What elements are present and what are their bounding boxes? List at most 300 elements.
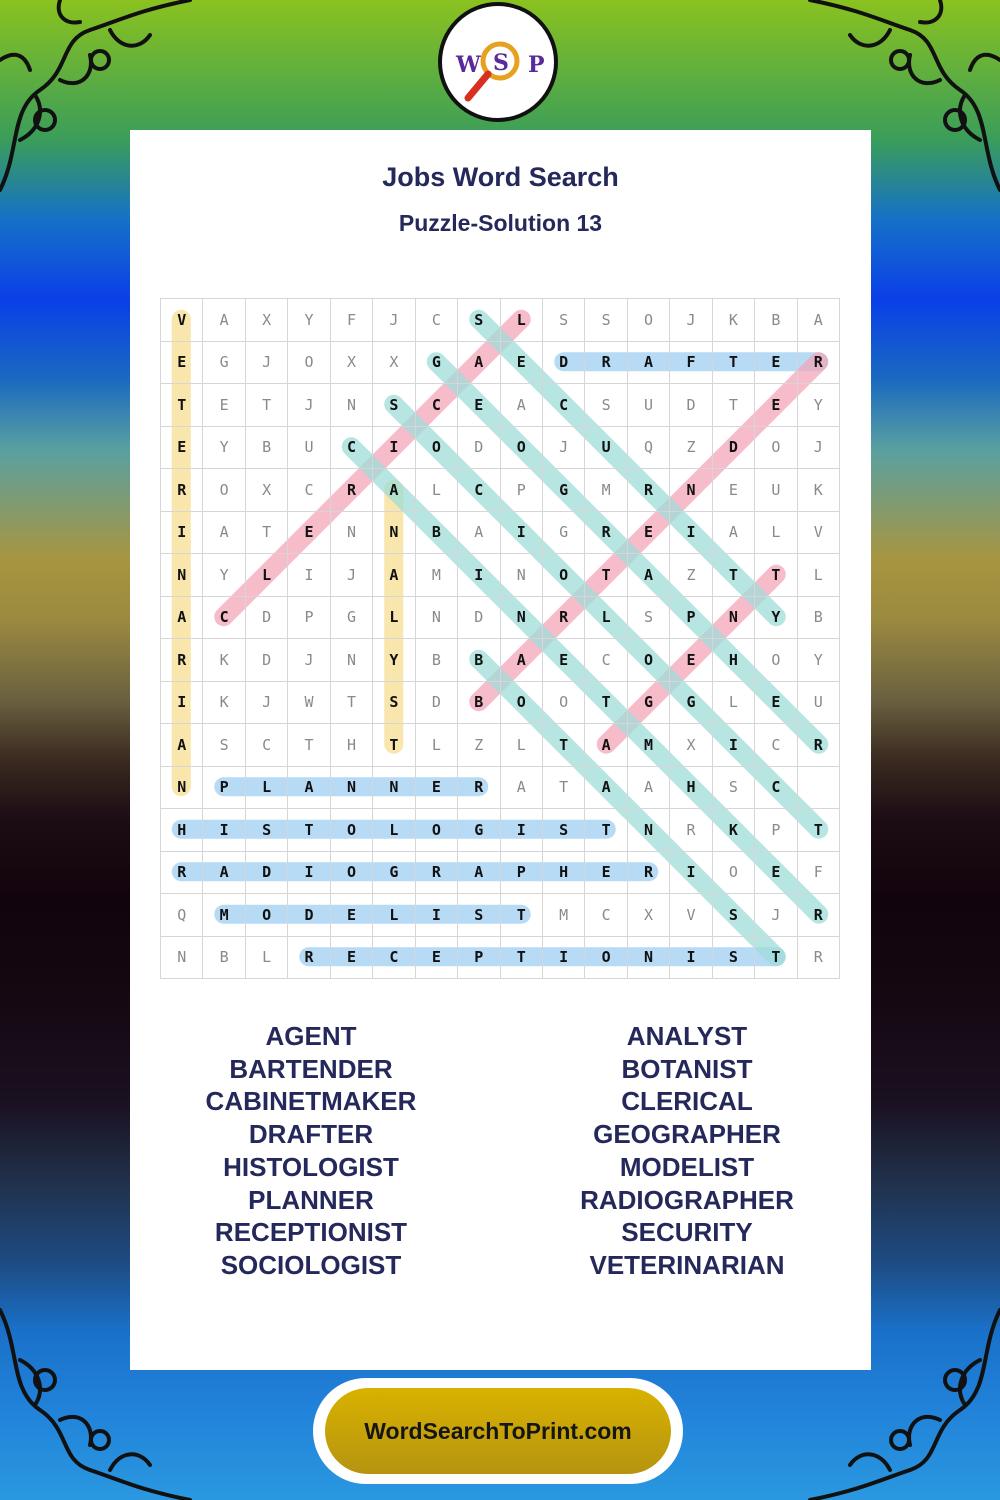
grid-cell: C (373, 936, 415, 979)
grid-cell: Z (670, 554, 712, 597)
grid-cell: B (245, 426, 287, 469)
grid-cell: G (330, 596, 372, 639)
grid-cell: N (627, 809, 669, 852)
grid-cell: I (373, 426, 415, 469)
grid-cell: S (458, 299, 500, 342)
grid-cell: G (670, 681, 712, 724)
grid-cell: D (415, 681, 457, 724)
grid-cell: A (373, 554, 415, 597)
word-list-item: PLANNER (248, 1184, 374, 1215)
word-list-item: AGENT (265, 1021, 357, 1051)
grid-cell: R (797, 936, 839, 979)
grid-cell: Z (458, 724, 500, 767)
logo-letter-s: S (493, 50, 509, 76)
footer-site-link[interactable]: WordSearchToPrint.com (325, 1388, 671, 1474)
grid-cell: V (670, 894, 712, 937)
word-list-item: GEOGRAPHER (593, 1119, 781, 1150)
grid-cell: P (500, 851, 542, 894)
grid-cell: O (500, 426, 542, 469)
grid-cell: A (585, 766, 627, 809)
grid-cell: U (797, 681, 839, 724)
grid-cell: L (585, 596, 627, 639)
grid-cell: B (415, 639, 457, 682)
grid-cell: L (373, 894, 415, 937)
grid-cell: X (627, 894, 669, 937)
grid-cell: C (458, 469, 500, 512)
grid-cell: O (542, 554, 584, 597)
word-list-item: ANALYST (626, 1021, 748, 1051)
grid-cell: E (203, 384, 245, 427)
grid-cell: L (755, 511, 797, 554)
site-logo[interactable] (438, 2, 558, 122)
grid-cell: L (500, 724, 542, 767)
grid-cell: O (288, 341, 330, 384)
grid-cell: Y (797, 639, 839, 682)
grid-cell: C (415, 384, 457, 427)
grid-cell: N (627, 936, 669, 979)
grid-cell: E (755, 851, 797, 894)
grid-cell: N (330, 384, 372, 427)
grid-cell: X (670, 724, 712, 767)
grid-row (161, 299, 840, 342)
grid-cell: S (458, 894, 500, 937)
word-list-right (502, 1020, 872, 1282)
grid-cell: O (712, 851, 754, 894)
grid-cell: A (500, 766, 542, 809)
grid-cell: G (415, 341, 457, 384)
grid-cell: A (627, 341, 669, 384)
grid-row (161, 724, 840, 767)
grid-cell: O (330, 809, 372, 852)
grid-cell: U (288, 426, 330, 469)
grid-cell: O (500, 681, 542, 724)
grid-cell: E (161, 426, 203, 469)
grid-cell: R (542, 596, 584, 639)
logo-letter-w: W (456, 52, 481, 78)
grid-cell: N (161, 936, 203, 979)
grid-cell: B (458, 681, 500, 724)
grid-cell: T (712, 384, 754, 427)
grid-cell: T (373, 724, 415, 767)
grid-cell: L (373, 809, 415, 852)
grid-cell: E (415, 766, 457, 809)
grid-cell: R (797, 341, 839, 384)
grid-cell: R (161, 469, 203, 512)
grid-cell: D (288, 894, 330, 937)
grid-cell: I (161, 511, 203, 554)
grid-cell: T (585, 681, 627, 724)
grid-cell: H (161, 809, 203, 852)
grid-row (161, 341, 840, 384)
grid-row (161, 681, 840, 724)
grid-cell: S (712, 894, 754, 937)
grid-cell: C (542, 384, 584, 427)
grid-cell: E (627, 511, 669, 554)
grid-cell: R (797, 724, 839, 767)
grid-cell: Y (755, 596, 797, 639)
grid-cell: E (755, 384, 797, 427)
grid-cell: G (627, 681, 669, 724)
grid-cell: L (373, 596, 415, 639)
grid-cell: Y (373, 639, 415, 682)
grid-cell: Y (203, 554, 245, 597)
grid-cell: A (627, 766, 669, 809)
grid-cell: D (670, 384, 712, 427)
grid-cell: O (585, 936, 627, 979)
grid-cell: D (712, 426, 754, 469)
grid-cell: L (712, 681, 754, 724)
grid-cell: J (542, 426, 584, 469)
grid-cell: Y (203, 426, 245, 469)
grid-cell: T (245, 511, 287, 554)
grid-cell: N (373, 766, 415, 809)
grid-cell: A (161, 724, 203, 767)
grid-cell: F (797, 851, 839, 894)
grid-cell: A (203, 299, 245, 342)
grid-cell: O (542, 681, 584, 724)
grid-cell: T (500, 894, 542, 937)
grid-row (161, 426, 840, 469)
grid-cell: E (542, 639, 584, 682)
grid-cell: J (288, 384, 330, 427)
grid-row (161, 511, 840, 554)
grid-cell: D (542, 341, 584, 384)
grid-cell: T (542, 724, 584, 767)
word-list-item: SOCIOLOGIST (220, 1249, 402, 1280)
grid-cell: T (755, 936, 797, 979)
grid-cell: N (415, 596, 457, 639)
grid-cell: S (542, 809, 584, 852)
grid-cell: A (203, 511, 245, 554)
grid-cell: K (797, 469, 839, 512)
word-list-item: BOTANIST (621, 1053, 753, 1084)
grid-cell: I (288, 554, 330, 597)
grid-cell: H (712, 639, 754, 682)
grid-cell: H (542, 851, 584, 894)
grid-cell: A (797, 299, 839, 342)
grid-cell: C (585, 894, 627, 937)
grid-cell: D (245, 596, 287, 639)
grid-cell: S (627, 596, 669, 639)
grid-cell: T (330, 681, 372, 724)
grid-cell: T (755, 554, 797, 597)
grid-cell: I (542, 936, 584, 979)
grid-cell: T (245, 384, 287, 427)
grid-cell: E (161, 341, 203, 384)
grid-cell (797, 766, 839, 809)
grid-cell: I (415, 894, 457, 937)
grid-cell: S (203, 724, 245, 767)
grid-cell: L (245, 554, 287, 597)
grid-cell: C (755, 724, 797, 767)
grid-cell: Q (627, 426, 669, 469)
grid-cell: T (288, 809, 330, 852)
grid-cell: G (542, 469, 584, 512)
grid-cell: A (161, 596, 203, 639)
grid-cell: E (755, 341, 797, 384)
grid-cell: T (500, 936, 542, 979)
grid-cell: T (797, 809, 839, 852)
grid-row (161, 766, 840, 809)
grid-cell: L (245, 766, 287, 809)
grid-cell: X (373, 341, 415, 384)
grid-cell: X (245, 469, 287, 512)
grid-cell: I (712, 724, 754, 767)
grid-cell: T (585, 809, 627, 852)
grid-cell: B (797, 596, 839, 639)
word-list-item: VETERINARIAN (589, 1249, 785, 1280)
grid-cell: N (330, 639, 372, 682)
grid-cell: N (373, 511, 415, 554)
grid-row (161, 639, 840, 682)
grid-cell: E (712, 469, 754, 512)
grid-cell: N (670, 469, 712, 512)
grid-cell: S (373, 384, 415, 427)
grid-cell: D (245, 851, 287, 894)
grid-cell: N (161, 554, 203, 597)
grid-cell: O (330, 851, 372, 894)
grid-cell: R (415, 851, 457, 894)
grid-cell: K (712, 299, 754, 342)
grid-cell: Y (797, 384, 839, 427)
grid-cell: D (458, 426, 500, 469)
grid-cell: G (542, 511, 584, 554)
word-list-left (126, 1020, 496, 1282)
grid-cell: E (755, 681, 797, 724)
grid-cell: I (500, 809, 542, 852)
word-list-item: SECURITY (621, 1217, 753, 1248)
grid-cell: O (245, 894, 287, 937)
grid-row (161, 894, 840, 937)
grid-cell: M (415, 554, 457, 597)
grid-cell: B (415, 511, 457, 554)
grid-cell: L (500, 299, 542, 342)
grid-cell: F (670, 341, 712, 384)
page-subtitle: Puzzle-Solution 13 (398, 210, 603, 236)
grid-cell: R (670, 809, 712, 852)
grid-cell: N (330, 511, 372, 554)
grid-cell: H (670, 766, 712, 809)
grid-cell: V (161, 299, 203, 342)
word-list-item: RADIOGRAPHER (580, 1184, 794, 1215)
grid-cell: R (627, 469, 669, 512)
grid-cell: P (755, 809, 797, 852)
grid-cell: B (755, 299, 797, 342)
grid-cell: A (373, 469, 415, 512)
grid-cell: N (330, 766, 372, 809)
grid-row (161, 809, 840, 852)
grid-cell: P (670, 596, 712, 639)
grid-row (161, 596, 840, 639)
grid-cell: I (203, 809, 245, 852)
grid-cell: C (288, 469, 330, 512)
grid-cell: P (288, 596, 330, 639)
grid-cell: R (797, 894, 839, 937)
grid-cell: J (797, 426, 839, 469)
grid-cell: I (670, 936, 712, 979)
grid-cell: O (755, 639, 797, 682)
grid-cell: C (415, 299, 457, 342)
grid-cell: I (288, 851, 330, 894)
grid-cell: N (712, 596, 754, 639)
grid-cell: A (458, 341, 500, 384)
grid-cell: M (585, 469, 627, 512)
grid-cell: J (755, 894, 797, 937)
grid-cell: N (500, 554, 542, 597)
grid-cell: I (500, 511, 542, 554)
grid-cell: G (373, 851, 415, 894)
grid-cell: J (288, 639, 330, 682)
grid-cell: A (500, 639, 542, 682)
grid-cell: R (161, 639, 203, 682)
grid-cell: P (203, 766, 245, 809)
grid-cell: P (500, 469, 542, 512)
word-list-item: HISTOLOGIST (223, 1151, 399, 1182)
grid-cell: J (670, 299, 712, 342)
grid-cell: K (203, 681, 245, 724)
grid-cell: Y (288, 299, 330, 342)
grid-cell: E (458, 384, 500, 427)
grid-cell: R (627, 851, 669, 894)
grid-cell: C (330, 426, 372, 469)
letter-grid (160, 298, 840, 979)
grid-cell: C (755, 766, 797, 809)
grid-cell: E (415, 936, 457, 979)
grid-cell: A (203, 851, 245, 894)
grid-cell: V (797, 511, 839, 554)
grid-cell: J (245, 681, 287, 724)
grid-cell: Q (161, 894, 203, 937)
grid-cell: U (585, 426, 627, 469)
grid-cell: U (755, 469, 797, 512)
grid-cell: G (458, 809, 500, 852)
grid-cell: T (161, 384, 203, 427)
grid-cell: C (203, 596, 245, 639)
grid-cell: O (203, 469, 245, 512)
grid-cell: A (712, 511, 754, 554)
grid-row (161, 384, 840, 427)
grid-cell: S (373, 681, 415, 724)
grid-cell: W (288, 681, 330, 724)
grid-cell: T (712, 341, 754, 384)
grid-cell: I (670, 511, 712, 554)
footer-site-button[interactable] (313, 1378, 683, 1484)
grid-cell: X (245, 299, 287, 342)
word-grid (160, 298, 840, 978)
grid-cell: E (330, 894, 372, 937)
grid-cell: O (627, 639, 669, 682)
grid-cell: N (161, 766, 203, 809)
word-list-item: BARTENDER (229, 1053, 393, 1084)
grid-cell: T (712, 554, 754, 597)
grid-cell: I (670, 851, 712, 894)
grid-cell: A (458, 851, 500, 894)
grid-cell: S (712, 936, 754, 979)
grid-cell: I (458, 554, 500, 597)
word-list-item: MODELIST (619, 1151, 755, 1182)
grid-cell: O (755, 426, 797, 469)
logo-letter-p: P (528, 52, 545, 78)
grid-cell: J (245, 341, 287, 384)
grid-cell: B (203, 936, 245, 979)
grid-cell: B (458, 639, 500, 682)
grid-cell: L (245, 936, 287, 979)
page-title: Jobs Word Search (382, 162, 619, 192)
grid-cell: C (585, 639, 627, 682)
word-list-item: CLERICAL (621, 1086, 753, 1117)
grid-cell: L (797, 554, 839, 597)
grid-cell: A (627, 554, 669, 597)
grid-cell: S (585, 384, 627, 427)
grid-cell: A (288, 766, 330, 809)
grid-cell: S (245, 809, 287, 852)
grid-row (161, 851, 840, 894)
grid-cell: T (542, 766, 584, 809)
grid-cell: C (245, 724, 287, 767)
word-list-item: CABINETMAKER (205, 1086, 417, 1117)
grid-cell: O (415, 809, 457, 852)
grid-cell: T (585, 554, 627, 597)
puzzle-sheet (130, 130, 871, 1370)
word-list-item: DRAFTER (248, 1119, 374, 1150)
grid-cell: L (415, 724, 457, 767)
grid-cell: M (627, 724, 669, 767)
grid-cell: S (585, 299, 627, 342)
grid-cell: D (245, 639, 287, 682)
grid-cell: M (203, 894, 245, 937)
grid-cell: E (585, 851, 627, 894)
grid-cell: A (585, 724, 627, 767)
grid-cell: R (585, 511, 627, 554)
grid-cell: R (330, 469, 372, 512)
grid-row (161, 469, 840, 512)
grid-cell: M (542, 894, 584, 937)
grid-cell: G (203, 341, 245, 384)
grid-cell: J (330, 554, 372, 597)
grid-cell: E (500, 341, 542, 384)
grid-cell: P (458, 936, 500, 979)
grid-cell: K (712, 809, 754, 852)
grid-cell: S (712, 766, 754, 809)
grid-cell: F (330, 299, 372, 342)
grid-cell: U (627, 384, 669, 427)
grid-cell: R (288, 936, 330, 979)
grid-cell: O (627, 299, 669, 342)
grid-cell: A (500, 384, 542, 427)
grid-row (161, 554, 840, 597)
grid-cell: R (458, 766, 500, 809)
word-list-item: RECEPTIONIST (214, 1217, 408, 1248)
grid-cell: H (330, 724, 372, 767)
grid-cell: I (161, 681, 203, 724)
grid-cell: N (500, 596, 542, 639)
grid-row (161, 936, 840, 979)
grid-cell: K (203, 639, 245, 682)
grid-cell: S (542, 299, 584, 342)
grid-cell: R (585, 341, 627, 384)
grid-cell: X (330, 341, 372, 384)
grid-cell: E (670, 639, 712, 682)
grid-cell: J (373, 299, 415, 342)
grid-cell: D (458, 596, 500, 639)
grid-cell: Z (670, 426, 712, 469)
grid-cell: E (288, 511, 330, 554)
grid-cell: T (288, 724, 330, 767)
grid-cell: O (415, 426, 457, 469)
grid-cell: L (415, 469, 457, 512)
grid-cell: A (458, 511, 500, 554)
grid-cell: E (330, 936, 372, 979)
